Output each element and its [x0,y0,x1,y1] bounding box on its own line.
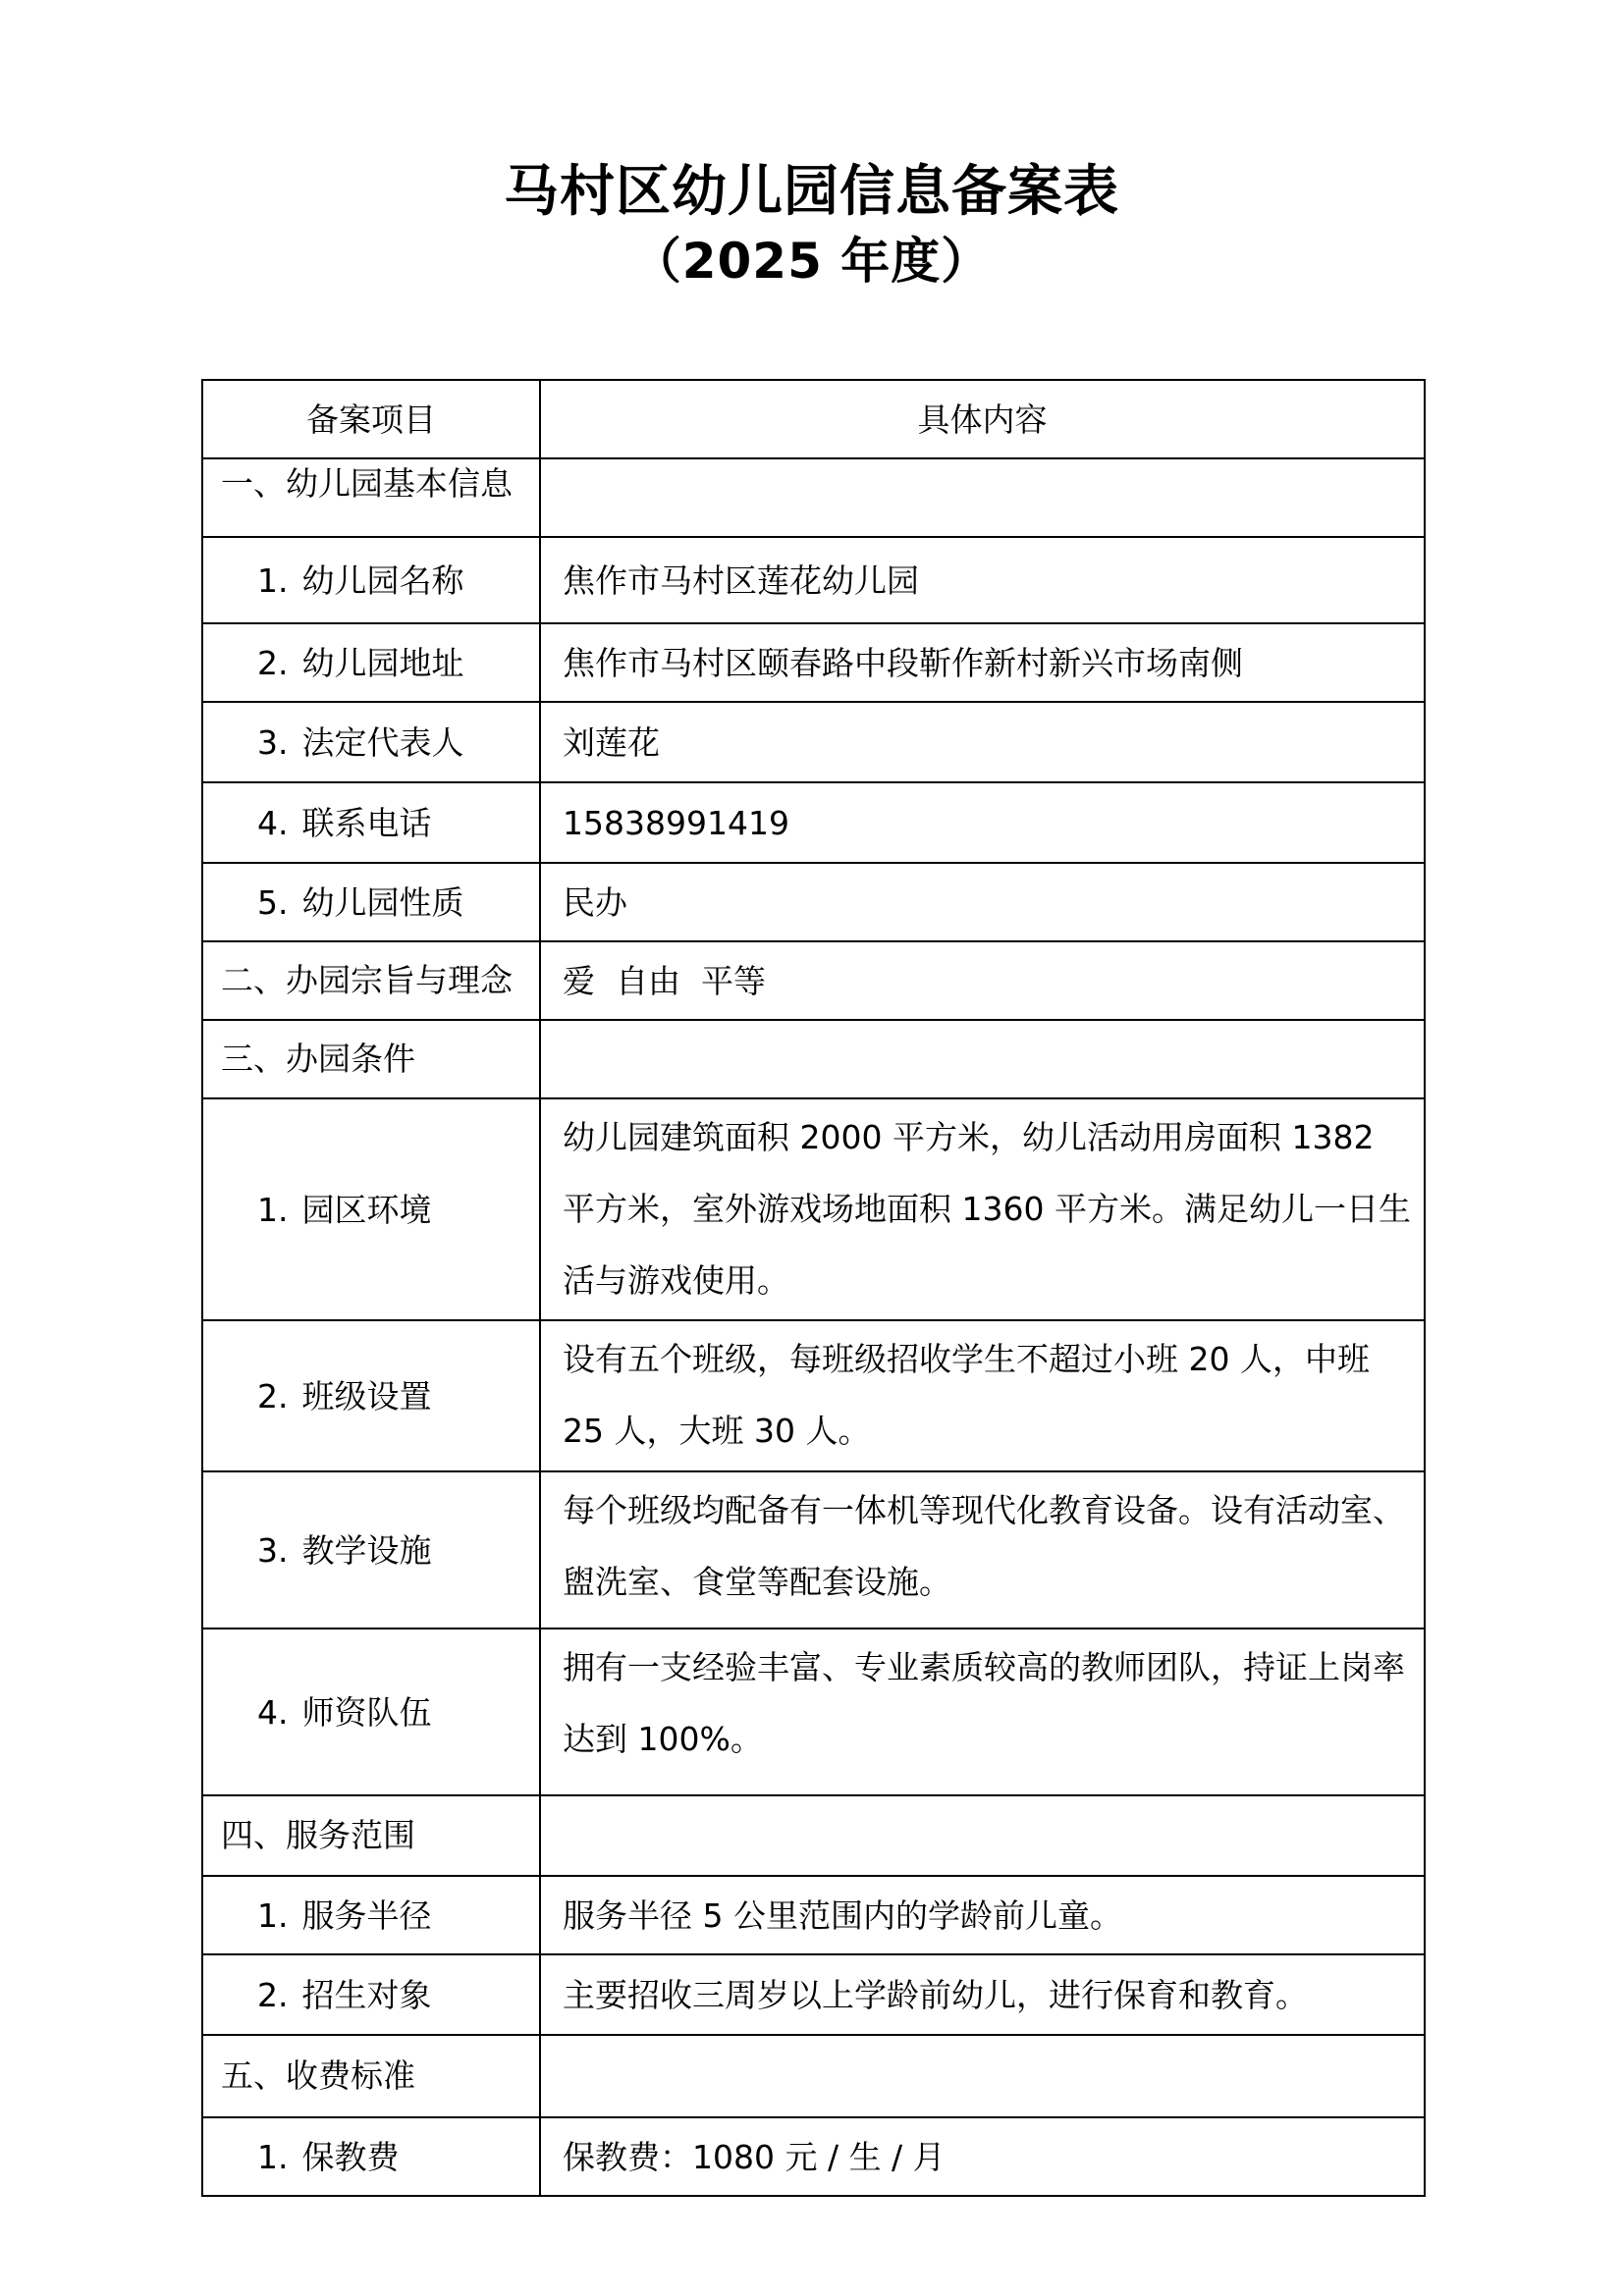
item-number: 2. [257,643,289,682]
row-value: 15838991419 [540,782,1425,863]
section-label: 五、收费标准 [202,2035,540,2117]
section-label: 四、服务范围 [202,1795,540,1876]
row-value: 焦作市马村区莲花幼儿园 [540,537,1425,623]
row-value: 刘莲花 [540,702,1425,782]
item-label [202,1876,540,1954]
row-value [540,1795,1425,1876]
page-title: 马村区幼儿园信息备案表 [504,160,1119,224]
item-number: 4. [257,803,289,842]
row-value [540,1020,1425,1098]
item-name: 法定代表人 [301,722,464,762]
item-name: 幼儿园性质 [301,882,464,922]
item-label [202,623,540,702]
row-value: 民办 [540,863,1425,941]
row-value: 设有五个班级，每班级招收学生不超过小班 20 人，中班 25 人，大班 30 人。 [540,1320,1425,1471]
table-row [202,1629,1425,1795]
item-name: 保教费 [301,2137,400,2176]
table-row [202,1471,1425,1629]
table-row [202,2117,1425,2196]
row-value: 拥有一支经验丰富、专业素质较高的教师团队，持证上岗率达到 100%。 [540,1629,1425,1795]
item-number: 3. [257,1530,289,1570]
table-row [202,1320,1425,1471]
table-row [202,702,1425,782]
item-number: 2. [257,1975,289,2014]
page-subtitle: （2025 年度） [631,233,992,290]
row-value: 主要招收三周岁以上学龄前幼儿，进行保育和教育。 [540,1954,1425,2035]
table-row [202,537,1425,623]
item-number: 3. [257,722,289,762]
item-label [202,702,540,782]
table-row [202,1795,1425,1876]
row-value [540,2035,1425,2117]
item-name: 招生对象 [301,1975,432,2014]
row-value: 焦作市马村区颐春路中段靳作新村新兴市场南侧 [540,623,1425,702]
table-row [202,1876,1425,1954]
table-row [202,458,1425,537]
item-label [202,1320,540,1471]
item-label [202,863,540,941]
row-value: 每个班级均配备有一体机等现代化教育设备。设有活动室、盥洗室、食堂等配套设施。 [540,1471,1425,1629]
table-header-row [202,380,1425,458]
row-value: 幼儿园建筑面积 2000 平方米，幼儿活动用房面积 1382 平方米，室外游戏场地面积 1360 平方米。满足幼儿一日生活与游戏使用。 [540,1098,1425,1320]
table-row [202,1954,1425,2035]
item-label [202,782,540,863]
column-header-item: 备案项目 [202,380,540,458]
item-number: 1. [257,1190,289,1229]
item-label [202,2117,540,2196]
item-number: 1. [257,2137,289,2176]
item-name: 幼儿园名称 [301,561,464,600]
row-value [540,458,1425,537]
item-name: 服务半径 [301,1896,432,1935]
item-name: 园区环境 [301,1190,432,1229]
item-number: 1. [257,561,289,600]
section-label: 一、幼儿园基本信息 [202,458,540,537]
row-value: 爱 自由 平等 [540,941,1425,1020]
item-name: 班级设置 [301,1376,432,1415]
record-table [201,379,1426,2197]
table-row [202,863,1425,941]
item-label [202,1471,540,1629]
item-label [202,1954,540,2035]
item-number: 2. [257,1376,289,1415]
item-name: 教学设施 [301,1530,432,1570]
table-row [202,2035,1425,2117]
section-label: 三、办园条件 [202,1020,540,1098]
section-label: 二、办园宗旨与理念 [202,941,540,1020]
item-label [202,1629,540,1795]
table-row [202,941,1425,1020]
item-number: 4. [257,1692,289,1732]
row-value: 保教费：1080 元 / 生 / 月 [540,2117,1425,2196]
column-header-content: 具体内容 [540,380,1425,458]
table-row [202,623,1425,702]
table-row [202,1098,1425,1320]
table-row [202,782,1425,863]
table-row [202,1020,1425,1098]
item-number: 1. [257,1896,289,1935]
item-name: 师资队伍 [301,1692,432,1732]
row-value: 服务半径 5 公里范围内的学龄前儿童。 [540,1876,1425,1954]
item-number: 5. [257,882,289,922]
item-name: 幼儿园地址 [301,643,464,682]
item-label [202,1098,540,1320]
item-name: 联系电话 [301,803,432,842]
item-label [202,537,540,623]
